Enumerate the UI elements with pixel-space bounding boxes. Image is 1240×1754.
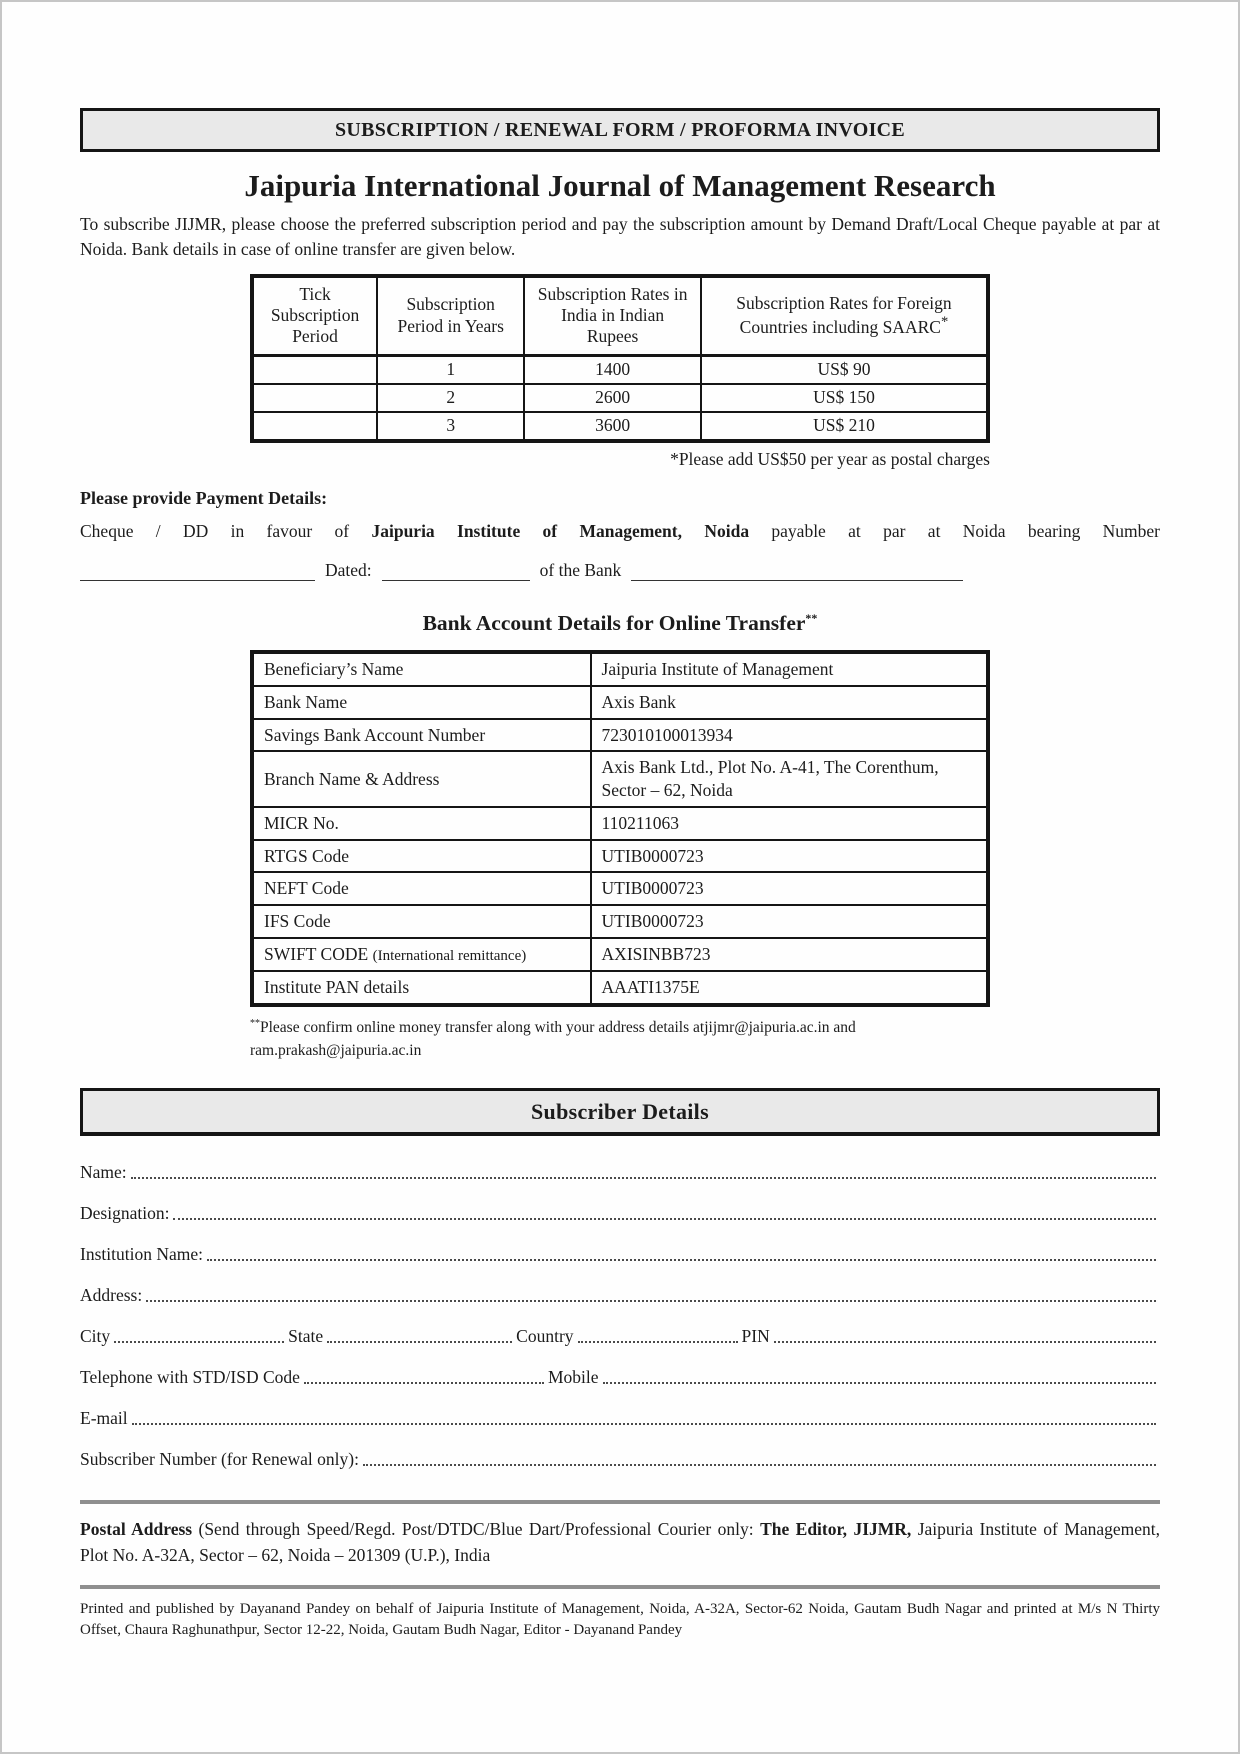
address-input-line[interactable] xyxy=(146,1300,1156,1302)
rtgs-label: RTGS Code xyxy=(252,840,591,873)
beneficiary-name-value: Jaipuria Institute of Management xyxy=(591,652,988,686)
bank-heading-text: Bank Account Details for Online Transfer xyxy=(422,611,806,635)
of-the-bank-label: of the Bank xyxy=(539,559,622,580)
header-foreign-text: Subscription Rates for Foreign Countries including SAARC xyxy=(736,292,952,338)
designation-label: Designation: xyxy=(80,1203,170,1224)
cheque-text-pre: Cheque / DD in favour of xyxy=(80,520,372,541)
pan-label: Institute PAN details xyxy=(252,971,591,1005)
institution-label: Institution Name: xyxy=(80,1244,203,1265)
bank-row-micr xyxy=(252,807,988,840)
rates-row-2 xyxy=(252,384,988,412)
bank-row-branch xyxy=(252,751,988,807)
beneficiary-name-label: Beneficiary’s Name xyxy=(252,652,591,686)
journal-title: Jaipuria International Journal of Management Research xyxy=(244,168,996,203)
tick-cell-2[interactable] xyxy=(252,384,377,412)
email-input-line[interactable] xyxy=(132,1423,1156,1425)
neft-label: NEFT Code xyxy=(252,872,591,905)
bank-name-blank[interactable] xyxy=(631,560,963,581)
editor-bold: The Editor, JIJMR, xyxy=(760,1519,912,1540)
state-input-line[interactable] xyxy=(327,1341,512,1343)
telephone-input-line[interactable] xyxy=(304,1382,544,1384)
branch-address-value: Axis Bank Ltd., Plot No. A-41, The Corenthum, Sector – 62, Noida xyxy=(591,751,988,807)
address-label: Address: xyxy=(80,1285,143,1306)
intro-paragraph: To subscribe JIJMR, please choose the preferred subscription period and pay the subscription amount by Demand Draft/Local Cheque payable at par at Noida. Bank details in case of online transfer are given below. xyxy=(80,214,1160,259)
bank-details-heading xyxy=(80,611,1160,636)
header-tick-subscription-period: Tick Subscription Period xyxy=(252,276,377,356)
rtgs-value: UTIB0000723 xyxy=(591,840,988,873)
rates-row-3 xyxy=(252,412,988,441)
telephone-label: Telephone with STD/ISD Code xyxy=(80,1367,300,1388)
divider-rule-top xyxy=(80,1500,1160,1504)
name-field-row xyxy=(80,1162,1160,1183)
ifs-value: UTIB0000723 xyxy=(591,905,988,938)
bank-name-value: Axis Bank xyxy=(591,686,988,719)
designation-input-line[interactable] xyxy=(173,1218,1156,1220)
bank-row-pan xyxy=(252,971,988,1005)
tick-cell-1[interactable] xyxy=(252,355,377,384)
bank-row-bank-name xyxy=(252,686,988,719)
account-number-value: 723010100013934 xyxy=(591,719,988,752)
pin-input-line[interactable] xyxy=(774,1341,1156,1343)
foreign-cell-3: US$ 210 xyxy=(701,412,988,441)
footnote-asterisks: ** xyxy=(250,1018,260,1029)
micr-value: 110211063 xyxy=(591,807,988,840)
mobile-input-line[interactable] xyxy=(603,1382,1157,1384)
telephone-mobile-row xyxy=(80,1367,1160,1388)
cheque-date-blank[interactable] xyxy=(382,560,530,581)
bank-name-label: Bank Name xyxy=(252,686,591,719)
foreign-cell-2: US$ 150 xyxy=(701,384,988,412)
cheque-line xyxy=(80,521,1160,542)
top-banner: SUBSCRIPTION / RENEWAL FORM / PROFORMA INVOICE xyxy=(80,108,1160,152)
city-state-country-pin-row xyxy=(80,1326,1160,1347)
inr-cell-3: 3600 xyxy=(524,412,701,441)
country-label: Country xyxy=(516,1326,574,1347)
bank-row-rtgs xyxy=(252,840,988,873)
name-input-line[interactable] xyxy=(131,1177,1156,1179)
postal-charges-note: *Please add US$50 per year as postal charges xyxy=(670,448,990,469)
email-field-row xyxy=(80,1408,1160,1429)
name-label: Name: xyxy=(80,1162,127,1183)
subscriber-details-banner: Subscriber Details xyxy=(80,1088,1160,1136)
footnote-text: Please confirm online money transfer along with your address details atjijmr@jaipuria.ac.in and ram.prakash@jaipuria.ac.in xyxy=(250,1019,856,1059)
rates-row-1 xyxy=(252,355,988,384)
subscriber-number-row xyxy=(80,1449,1160,1470)
rates-header-row xyxy=(252,276,988,356)
institution-input-line[interactable] xyxy=(207,1259,1156,1261)
bank-account-table xyxy=(250,650,990,1007)
dated-label: Dated: xyxy=(325,559,372,580)
swift-label-main: SWIFT CODE xyxy=(264,943,373,964)
institution-field-row xyxy=(80,1244,1160,1265)
pan-value: AAATI1375E xyxy=(591,971,988,1005)
postal-address-bold: Postal Address xyxy=(80,1519,193,1540)
header-rates-india-rupees: Subscription Rates in India in Indian Rupees xyxy=(524,276,701,356)
swift-value: AXISINBB723 xyxy=(591,938,988,972)
foreign-cell-1: US$ 90 xyxy=(701,355,988,384)
years-cell-2: 2 xyxy=(377,384,524,412)
bank-row-account-number xyxy=(252,719,988,752)
years-cell-3: 3 xyxy=(377,412,524,441)
swift-label-note: (International remittance) xyxy=(372,947,527,964)
bank-row-neft xyxy=(252,872,988,905)
form-content xyxy=(2,2,1238,1642)
branch-address-label: Branch Name & Address xyxy=(252,751,591,807)
imprint-paragraph: Printed and published by Dayanand Pandey on behalf of Jaipuria Institute of Management, Noida, A-32A, Sector-62 Noida, Gautam Budh Nagar and printed at M/s N Thirty Offset, Chaura Raghunathpur, Sector 12-22, Noida, Gautam Budh Nagar, Editor - Dayanand Pandey xyxy=(80,1600,1160,1639)
postal-text-2: Jaipuria Institute of Management, Plot No. A-32A, Sector – 62, Noida – 201309 (U.P.), India xyxy=(80,1519,1160,1566)
postal-address-paragraph xyxy=(80,1516,1160,1569)
address-field-row xyxy=(80,1285,1160,1306)
transfer-confirmation-footnote xyxy=(250,1017,990,1062)
account-number-label: Savings Bank Account Number xyxy=(252,719,591,752)
header-subscription-period-years: Subscription Period in Years xyxy=(377,276,524,356)
subscriber-number-label: Subscriber Number (for Renewal only): xyxy=(80,1449,359,1470)
inr-cell-2: 2600 xyxy=(524,384,701,412)
email-label: E-mail xyxy=(80,1408,128,1429)
bank-row-ifs xyxy=(252,905,988,938)
bank-row-beneficiary xyxy=(252,652,988,686)
cheque-fill-line xyxy=(80,560,1160,581)
swift-label xyxy=(252,938,591,972)
designation-field-row xyxy=(80,1203,1160,1224)
cheque-number-blank[interactable] xyxy=(80,560,315,581)
bank-heading-asterisks: ** xyxy=(805,610,818,625)
subscriber-number-input-line[interactable] xyxy=(363,1464,1156,1466)
bank-row-swift xyxy=(252,938,988,972)
payment-details-heading: Please provide Payment Details: xyxy=(80,487,328,508)
cheque-text-post: payable at par at Noida bearing Number xyxy=(749,520,1161,541)
inr-cell-1: 1400 xyxy=(524,355,701,384)
city-input-line[interactable] xyxy=(114,1341,284,1343)
years-cell-1: 1 xyxy=(377,355,524,384)
micr-label: MICR No. xyxy=(252,807,591,840)
neft-value: UTIB0000723 xyxy=(591,872,988,905)
tick-cell-3[interactable] xyxy=(252,412,377,441)
city-label: City xyxy=(80,1326,111,1347)
subscription-rates-table xyxy=(250,274,990,443)
rates-table-header xyxy=(252,276,988,356)
pin-label: PIN xyxy=(741,1326,770,1347)
state-label: State xyxy=(288,1326,324,1347)
header-rates-foreign-saarc xyxy=(701,276,988,356)
cheque-payee-bold: Jaipuria Institute of Management, Noida xyxy=(371,520,750,541)
divider-rule-bottom xyxy=(80,1585,1160,1589)
mobile-label: Mobile xyxy=(547,1367,599,1388)
postal-text-1: (Send through Speed/Regd. Post/DTDC/Blue Dart/Professional Courier only: xyxy=(192,1519,761,1540)
header-foreign-asterisk: * xyxy=(940,314,949,331)
ifs-label: IFS Code xyxy=(252,905,591,938)
country-input-line[interactable] xyxy=(578,1341,738,1343)
